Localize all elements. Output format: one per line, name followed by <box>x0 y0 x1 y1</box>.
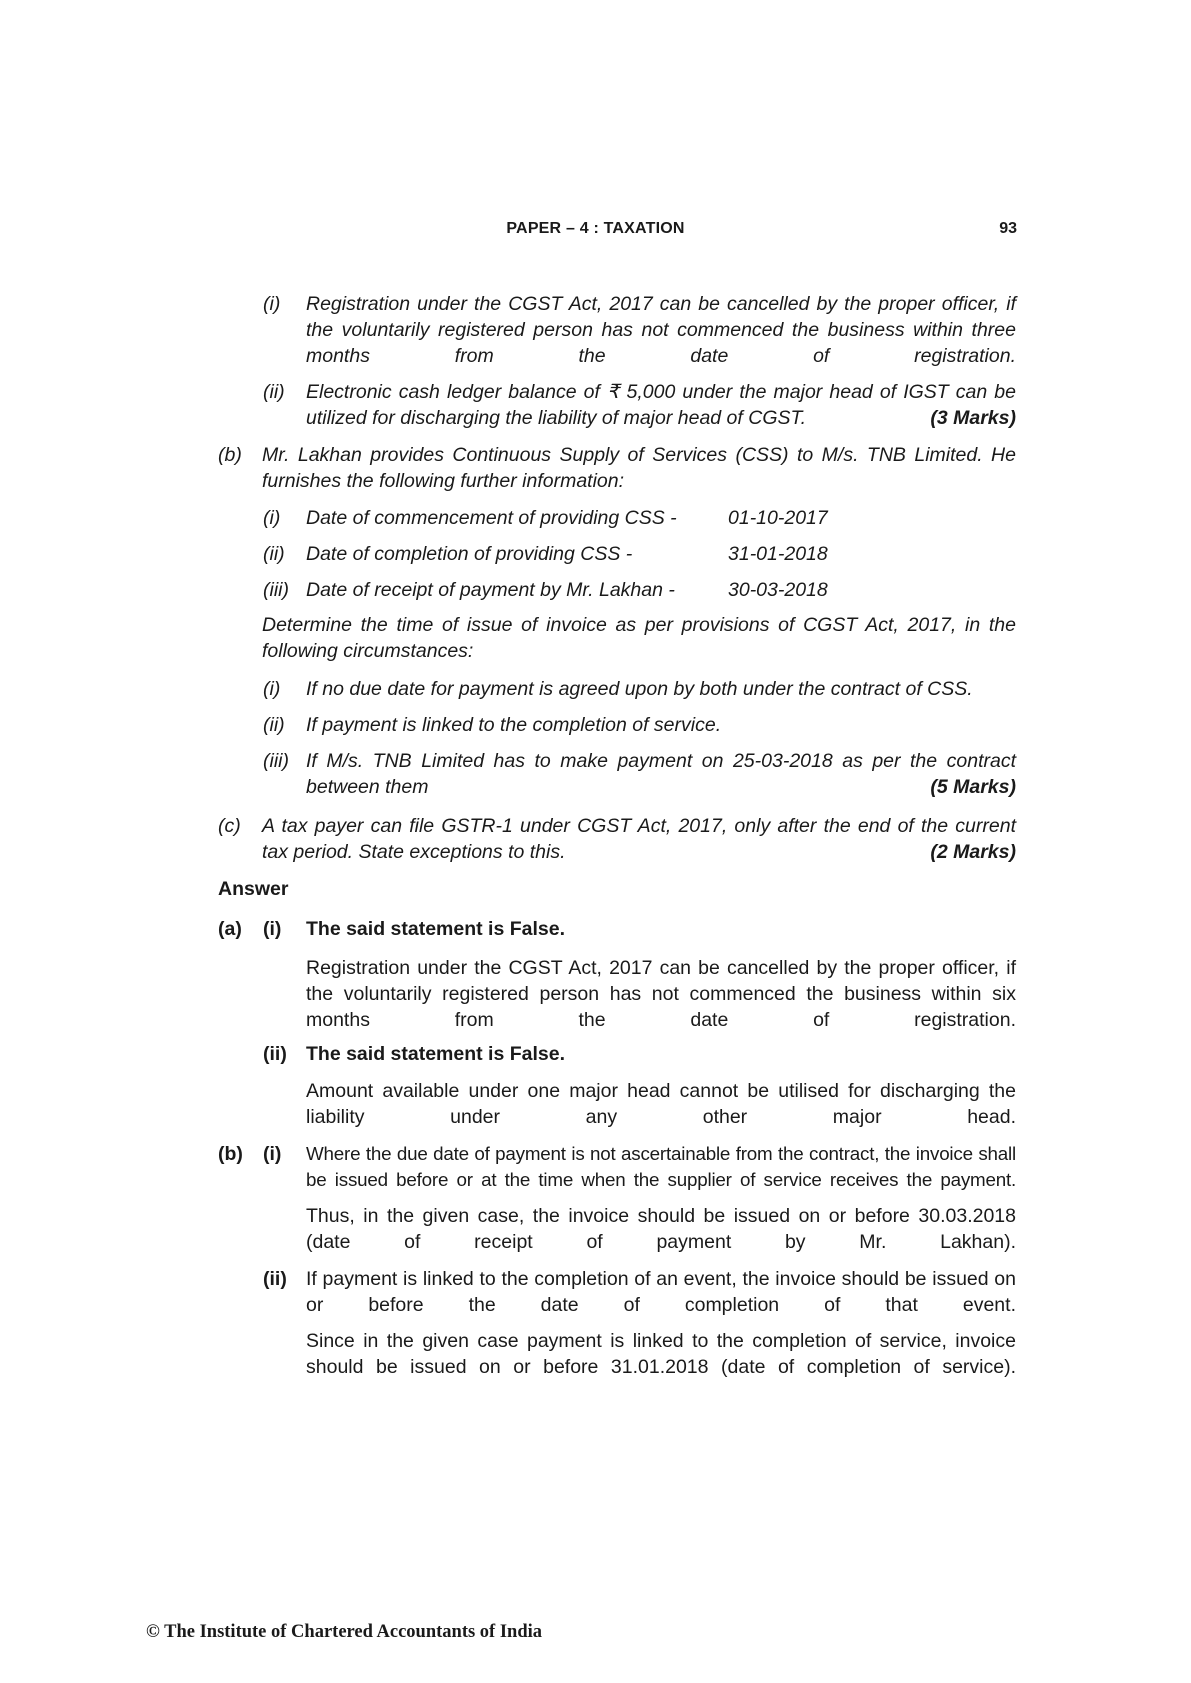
ans-a-i-label: (i) <box>263 918 282 940</box>
qc-text: A tax payer can file GSTR-1 under CGST Act, 2017, only after the end of the current tax period. State exceptions to this. <box>262 815 1016 863</box>
qb-info-2-date: 31-01-2018 <box>728 543 828 565</box>
ans-a-i-title: The said statement is False. <box>306 918 566 940</box>
ans-a-i-text: Registration under the CGST Act, 2017 can be cancelled by the proper officer, if the voluntarily registered person has not commenced the business within six months from the date of registration. <box>306 957 1016 1031</box>
qb-info-3-text: Date of receipt of payment by Mr. Lakhan - <box>306 579 675 601</box>
qb-info-2-label: (ii) <box>263 543 285 565</box>
qa-item-2-label: (ii) <box>263 381 285 403</box>
qb-label: (b) <box>218 444 242 466</box>
ans-b-label: (b) <box>218 1143 243 1165</box>
ans-b-ii-label: (ii) <box>263 1268 287 1290</box>
qb-circ-1-text: If no due date for payment is agreed upon by both under the contract of CSS. <box>306 678 973 700</box>
ans-b-i-label: (i) <box>263 1143 282 1165</box>
qc-label: (c) <box>218 815 241 837</box>
qa-item-1-text: Registration under the CGST Act, 2017 can be cancelled by the proper officer, if the voluntarily registered person has not commenced the business within three months from the date of registration. <box>306 293 1016 367</box>
qb-info-2-text: Date of completion of providing CSS - <box>306 543 633 565</box>
ans-b-i-text: Where the due date of payment is not ascertainable from the contract, the invoice shall be issued before or at the time when the supplier of service receives the payment. <box>306 1143 1016 1190</box>
qb-circ-1-label: (i) <box>263 678 281 700</box>
ans-b-ii-text2: Since in the given case payment is linked to the completion of service, invoice should be issued on or before 31.01.2018 (date of completion of service). <box>306 1330 1016 1378</box>
ans-a-ii-text: Amount available under one major head cannot be utilised for discharging the liability under any other major head. <box>306 1080 1016 1128</box>
qb-info-3-label: (iii) <box>263 579 289 601</box>
qb-info-1-date: 01-10-2017 <box>728 507 828 529</box>
qb-circ-2-text: If payment is linked to the completion of service. <box>306 714 722 736</box>
answer-heading: Answer <box>218 878 289 900</box>
qb-intro: Mr. Lakhan provides Continuous Supply of Services (CSS) to M/s. TNB Limited. He furnishes the following further information: <box>262 444 1016 492</box>
qc-block <box>262 813 1016 865</box>
ans-b-i-text2: Thus, in the given case, the invoice should be issued on or before 30.03.2018 (date of receipt of payment by Mr. Lakhan). <box>306 1205 1016 1253</box>
qa-marks: (3 Marks) <box>930 407 1016 429</box>
qb-marks: (5 Marks) <box>930 776 1016 798</box>
qb-info-3-date: 30-03-2018 <box>728 579 828 601</box>
qb-info-1-label: (i) <box>263 507 281 529</box>
qb-circ-3-block <box>306 748 1016 800</box>
qb-determine: Determine the time of issue of invoice as per provisions of CGST Act, 2017, in the following circumstances: <box>262 614 1016 662</box>
page-number: 93 <box>999 220 1017 237</box>
ans-a-label: (a) <box>218 918 242 940</box>
qb-info-1-text: Date of commencement of providing CSS - <box>306 507 677 529</box>
qc-marks: (2 Marks) <box>930 841 1016 863</box>
footer-copyright: © The Institute of Chartered Accountants of India <box>146 1622 543 1642</box>
qb-circ-3-label: (iii) <box>263 750 289 772</box>
qa-item-1-label: (i) <box>263 293 281 315</box>
ans-a-ii-label: (ii) <box>263 1043 287 1065</box>
qb-circ-2-label: (ii) <box>263 714 285 736</box>
ans-b-ii-text: If payment is linked to the completion of an event, the invoice should be issued on or before the date of completion of that event. <box>306 1268 1016 1316</box>
qa-item-2-block <box>306 379 1016 431</box>
qb-circ-3-text: If M/s. TNB Limited has to make payment on 25-03-2018 as per the contract between them <box>306 750 1016 798</box>
running-header-title: PAPER – 4 : TAXATION <box>506 220 685 237</box>
ans-a-ii-title: The said statement is False. <box>306 1043 566 1065</box>
qa-item-2-text: Electronic cash ledger balance of ₹ 5,000 under the major head of IGST can be utilized for discharging the liability of major head of CGST. <box>306 381 1016 429</box>
